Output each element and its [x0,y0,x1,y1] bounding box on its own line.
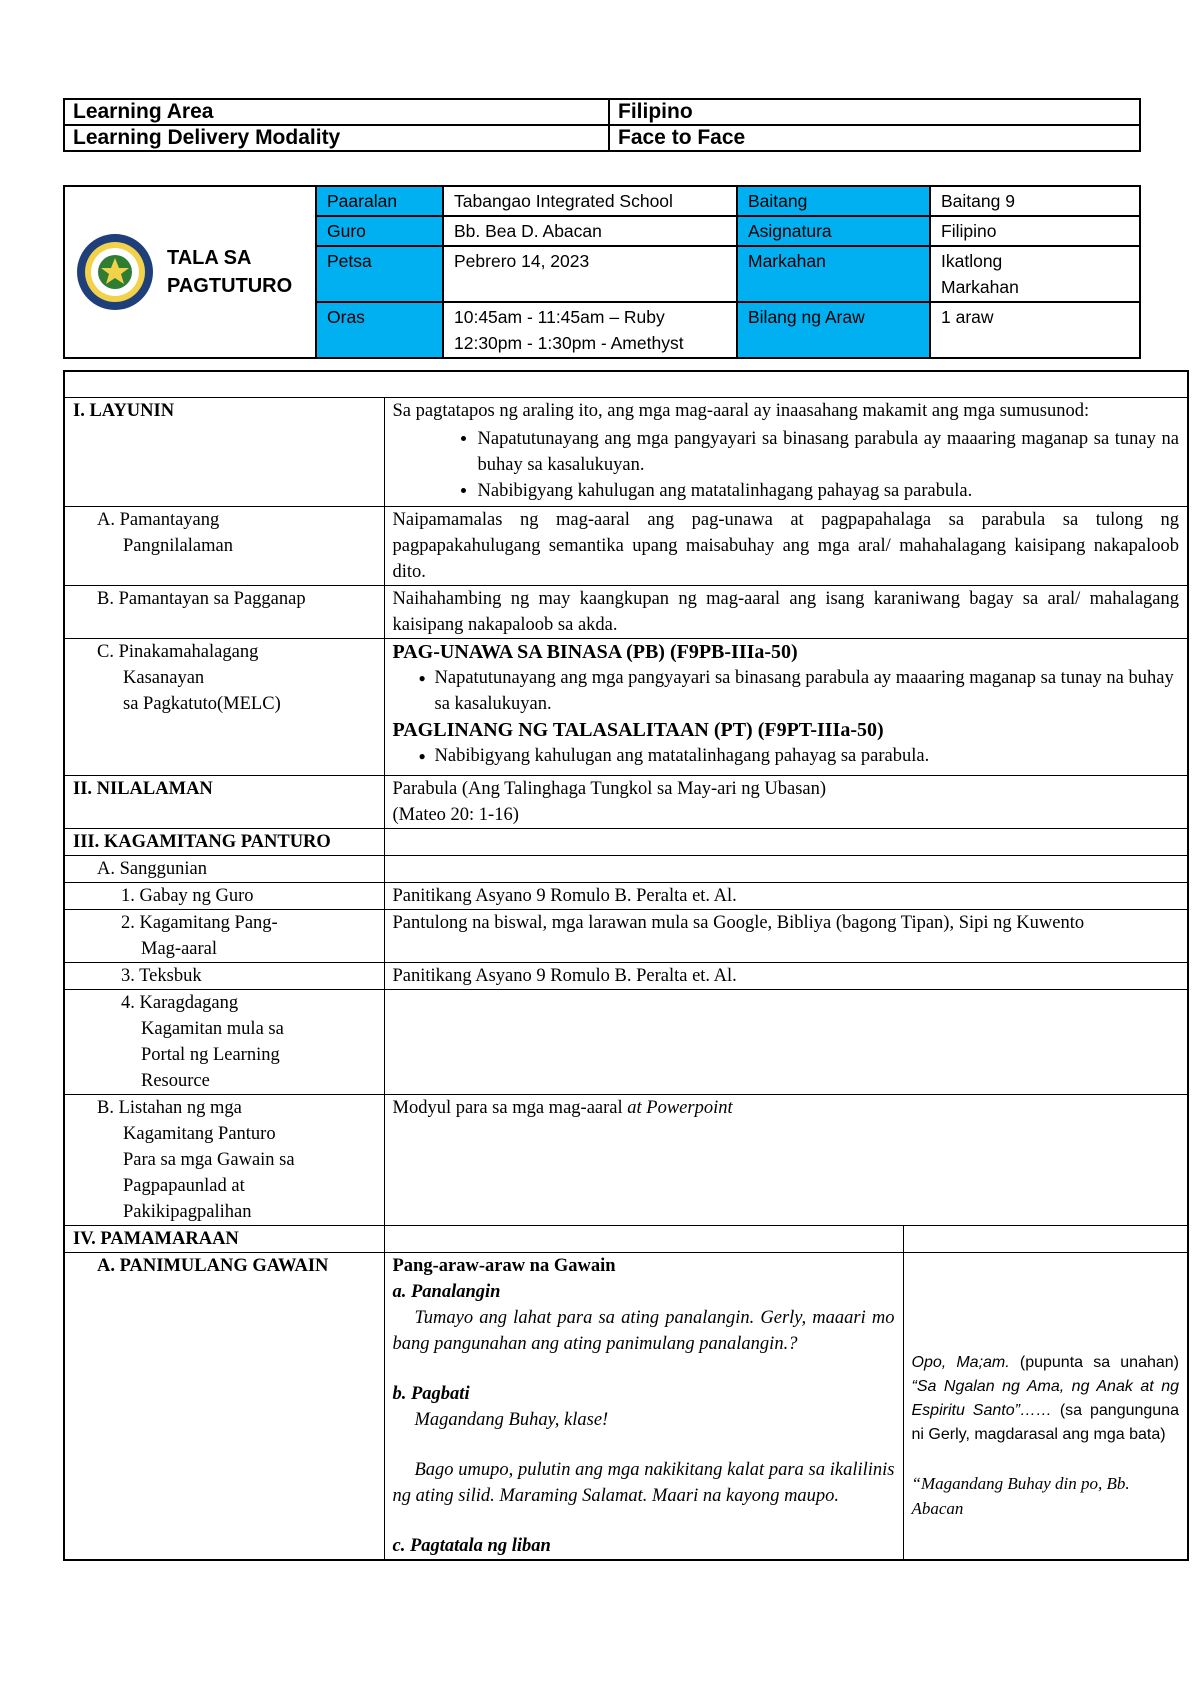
layunin-intro: Sa pagtatapos ng araling ito, ang mga mag-aaral ay inaasahang makamit ang mga sumusunod: [392,400,1090,421]
pagtatala-title: c. Pagtatala ng liban [392,1535,551,1556]
student-response-2: “Magandang Buhay din po, Bb. Abacan [911,1473,1130,1518]
listahan-label [64,1094,384,1225]
melc-label [64,638,384,775]
pamantayan-pagganap-label: B. Pamantayan sa Pagganap [64,585,384,638]
listahan-line4: Pagpapaunlad at [123,1175,245,1196]
pagbati-text: Magandang Buhay, klase! [414,1409,609,1430]
resp1-italic: Opo, Ma;am. [911,1353,1010,1371]
baitang-label: Baitang [737,186,930,216]
karagdagang-kagamitan-label [64,989,384,1094]
modality-label: Learning Delivery Modality [64,125,609,151]
markahan-value [930,246,1140,302]
listahan-line2: Kagamitang Panturo [123,1123,276,1144]
umupo-text: Bago umupo, pulutin ang mga nakikitang kalat para sa ikalilinis ng ating silid. Maraming Salamat. Maari na kayong maupo. [392,1459,895,1506]
lesson-header [63,185,1141,359]
melc-heading-pt: PAGLINANG NG TALASALITAAN (PT) (F9PT-IIIa-50) [392,718,884,741]
kagamitan-pang-line1: 2. Kagamitang Pang- [121,912,278,933]
c-label-line1: C. Pinakamahalagang [97,641,259,662]
kagamitang-pang-mag-aaral-label [64,909,384,962]
pamantayang-pangnilalaman-value: Naipamamalas ng mag-aaral ang pag-unawa at pagpapahalaga sa parabula sa tulong ng pagpapakahulugang semantika upang maisabuhay ang mga aral/ mahahalagang kaisipang nakapaloob dito. [384,506,1188,585]
modality-value: Face to Face [609,125,1140,151]
a-label-line2: Pangnilalaman [123,535,233,556]
karagdagang-line2: Kagamitan mula sa [141,1018,284,1039]
nilalaman-line2: (Mateo 20: 1-16) [392,804,519,825]
nilalaman-content [384,775,1188,828]
resp1-italic2: “Sa Ngalan ng Ama, ng Anak at ng Espiritu Santo”…… [911,1377,1179,1419]
panimulang-gawain-label: A. PANIMULANG GAWAIN [64,1252,384,1560]
panalangin-text: Tumayo ang lahat para sa ating panalangin. Gerly, maaari mo bang pangunahan ang ating panimulang panalangin.? [392,1307,895,1354]
kagamitang-panturo-value [384,828,1188,855]
listahan-line5: Pakikipagpalihan [123,1201,252,1222]
pamantayan-pagganap-value: Naihahambing ng may kaangkupan ng mag-aaral ang isang karaniwang bagay sa aral/ mahalagang kaisipang nakapaloob sa akda. [384,585,1188,638]
layunin-objective-1: • Napatutunayang ang mga pangyayari sa binasang parabula ay maaaring maganap sa tunay na buhay sa kasalukuyan. [478,426,1180,478]
karagdagang-line3: Portal ng Learning [141,1044,280,1065]
resp1-plain: (pupunta sa unahan) [1009,1353,1179,1371]
header-logo-cell [64,186,316,358]
karagdagang-line1: 4. Karagdagang [121,992,239,1013]
pamamaraan-label: IV. PAMAMARAAN [64,1225,384,1252]
panimulang-gawain-student [903,1252,1188,1560]
bilang-value: 1 araw [930,302,1140,358]
listahan-line1: B. Listahan ng mga [97,1097,242,1118]
markahan-value-line2: Markahan [941,277,1019,297]
sanggunian-label: A. Sanggunian [64,855,384,882]
baitang-value: Baitang 9 [930,186,1140,216]
teksbuk-value: Panitikang Asyano 9 Romulo B. Peralta et. Al. [384,962,1188,989]
c-label-line3: sa Pagkatuto(MELC) [123,693,281,714]
oras-value-line2: 12:30pm - 1:30pm - Amethyst [454,333,684,353]
listahan-value [384,1094,1188,1225]
oras-label: Oras [316,302,443,358]
markahan-value-line1: Ikatlong [941,251,1003,271]
melc-heading-pb: PAG-UNAWA SA BINASA (PB) (F9PB-IIIa-50) [392,640,798,663]
karagdagang-kagamitan-value [384,989,1188,1094]
guro-value: Bb. Bea D. Abacan [443,216,737,246]
pagbati-title: b. Pagbati [392,1383,470,1404]
melc-item-pb: ● Napatutunayang ang mga pangyayari sa binasang parabula ay maaaring maganap sa tunay na buhay sa kasalukuyan. [419,665,1180,717]
school-seal-icon [75,232,155,312]
kagamitan-pang-line2: Mag-aaral [141,938,218,959]
learning-area-value: Filipino [609,99,1140,125]
petsa-value: Pebrero 14, 2023 [443,246,737,302]
pamamaraan-student-col [903,1225,1188,1252]
paaralan-value: Tabangao Integrated School [443,186,737,216]
melc-item-pt: ● Nabibigyang kahulugan ang matatalinhagang pahayag sa parabula. [419,743,1180,769]
nilalaman-label: II. NILALAMAN [64,775,384,828]
kagamitang-panturo-label: III. KAGAMITANG PANTURO [64,828,384,855]
listahan-value-italic: at Powerpoint [627,1097,733,1118]
resp1-plain2: (sa pangunguna ni Gerly, magdarasal ang mga bata) [911,1401,1179,1443]
kagamitang-pang-mag-aaral-value: Pantulong na biswal, mga larawan mula sa Google, Bibliya (bagong Tipan), Sipi ng Kuwento [384,909,1188,962]
petsa-label: Petsa [316,246,443,302]
pamamaraan-teacher-col [384,1225,903,1252]
gabay-ng-guro-value: Panitikang Asyano 9 Romulo B. Peralta et. Al. [384,882,1188,909]
listahan-value-plain: Modyul para sa mga mag-aaral [392,1097,628,1118]
bilang-label: Bilang ng Araw [737,302,930,358]
lesson-plan-table [63,370,1189,1561]
teksbuk-label: 3. Teksbuk [64,962,384,989]
layunin-objective-2: • Nabibigyang kahulugan ang matatalinhagang pahayag sa parabula. [478,478,1180,504]
karagdagang-line4: Resource [141,1070,210,1091]
markahan-label: Markahan [737,246,930,302]
learning-area-box [63,98,1141,152]
layunin-content [384,397,1188,506]
pamantayang-pangnilalaman-label [64,506,384,585]
listahan-line3: Para sa mga Gawain sa [123,1149,295,1170]
oras-value-line1: 10:45am - 11:45am – Ruby [454,307,665,327]
gabay-ng-guro-label: 1. Gabay ng Guro [64,882,384,909]
melc-list-pb [393,665,1180,717]
layunin-label: I. LAYUNIN [64,397,384,506]
header-title-line1: TALA SA [167,247,252,269]
blank-header-row [64,371,1188,397]
nilalaman-line1: Parabula (Ang Talinghaga Tungkol sa May-ari ng Ubasan) [392,778,827,799]
panalangin-title: a. Panalangin [392,1281,501,1302]
c-label-line2: Kasanayan [123,667,205,688]
header-title-line2: PAGTUTURO [167,275,293,297]
asignatura-label: Asignatura [737,216,930,246]
oras-value [443,302,737,358]
gawain-title: Pang-araw-araw na Gawain [392,1255,616,1276]
asignatura-value: Filipino [930,216,1140,246]
panimulang-gawain-teacher [384,1252,903,1560]
sanggunian-value [384,855,1188,882]
melc-list-pt [393,743,1180,769]
paaralan-label: Paaralan [316,186,443,216]
a-label-line1: A. Pamantayang [97,509,220,530]
layunin-objectives [393,426,1180,504]
guro-label: Guro [316,216,443,246]
melc-content [384,638,1188,775]
learning-area-label: Learning Area [64,99,609,125]
student-response-1 [912,1351,1180,1447]
